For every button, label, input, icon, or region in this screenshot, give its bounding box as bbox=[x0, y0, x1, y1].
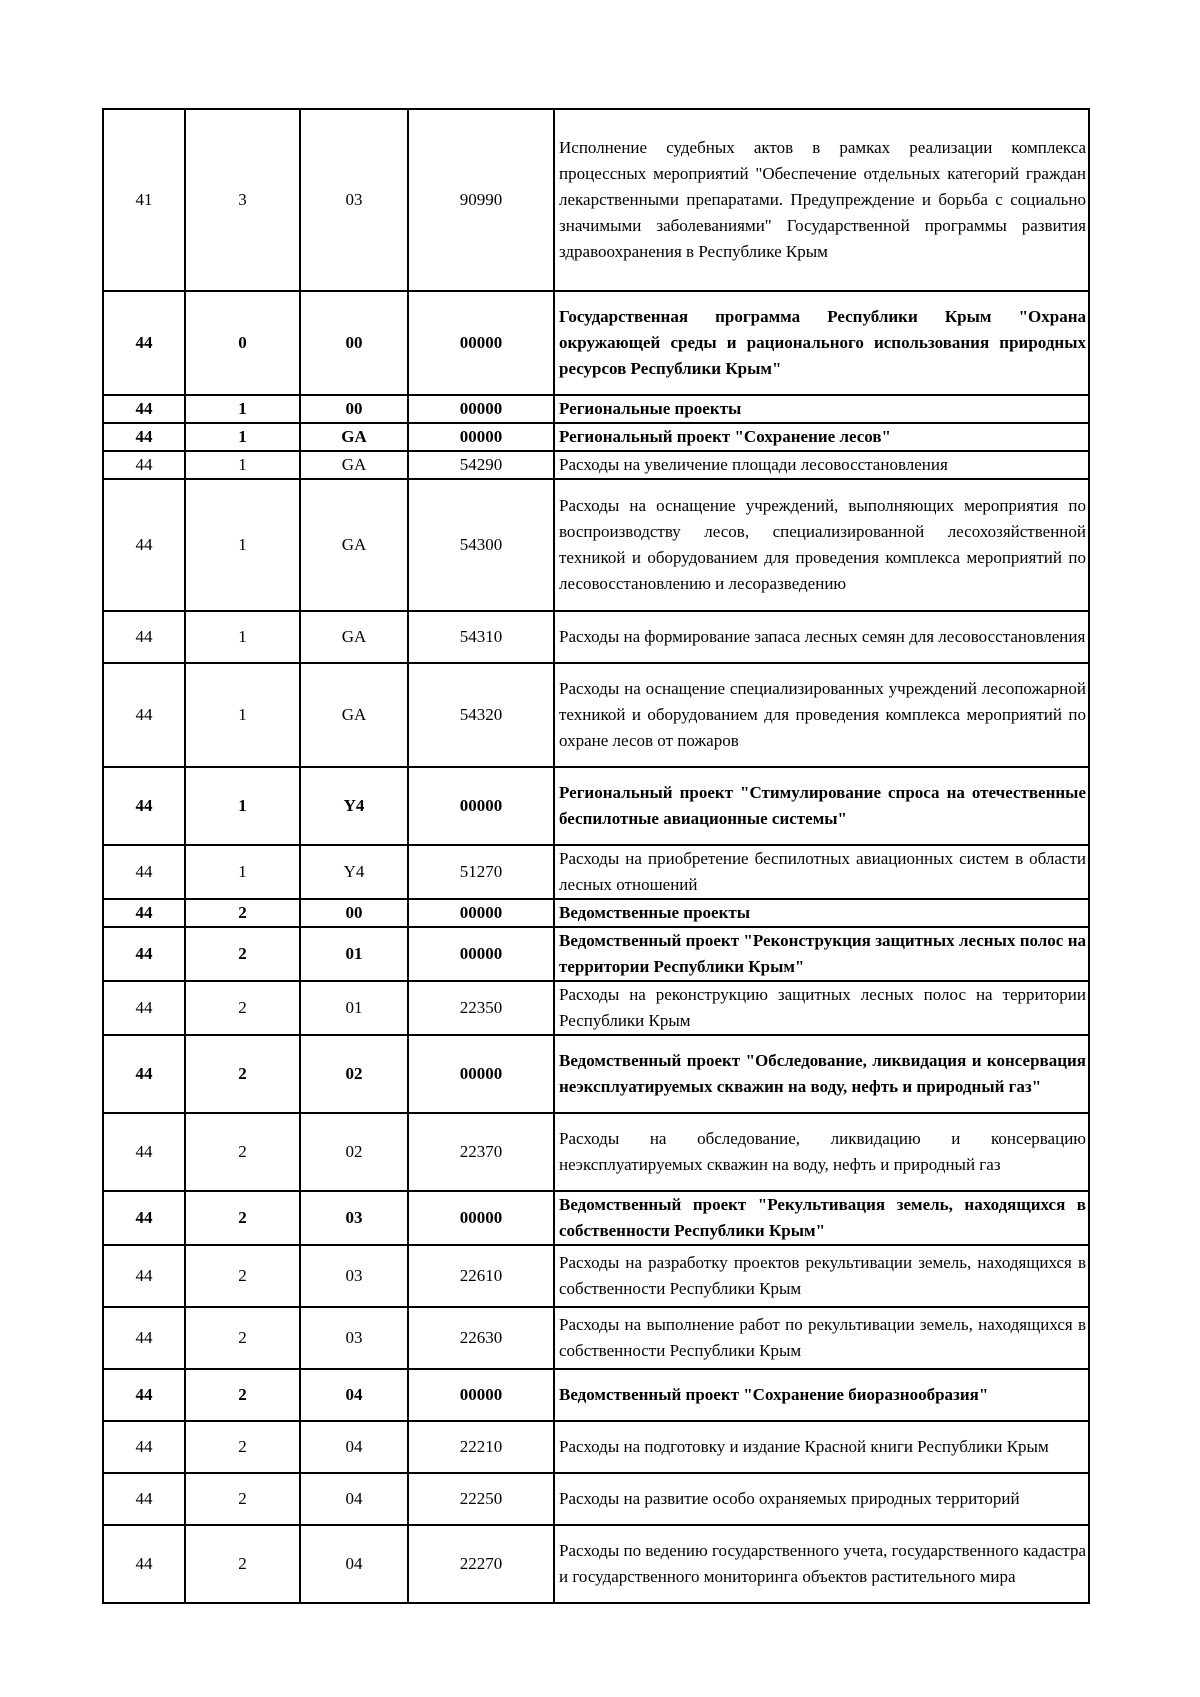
subprogram-code-cell: 2 bbox=[185, 1191, 300, 1245]
description-cell: Расходы на приобретение беспилотных авиационных систем в области лесных отношений bbox=[554, 845, 1089, 899]
project-code-cell: 02 bbox=[300, 1113, 408, 1191]
description-cell: Ведомственный проект "Обследование, ликвидация и консервация неэксплуатируемых скважин на воду, нефть и природный газ" bbox=[554, 1035, 1089, 1113]
description-cell: Расходы на разработку проектов рекультивации земель, находящихся в собственности Республики Крым bbox=[554, 1245, 1089, 1307]
program-code-cell: 44 bbox=[103, 1525, 185, 1603]
table-row bbox=[103, 291, 1089, 395]
table-row bbox=[103, 109, 1089, 291]
direction-code-cell: 22270 bbox=[408, 1525, 554, 1603]
direction-code-cell: 00000 bbox=[408, 927, 554, 981]
description-cell: Ведомственный проект "Рекультивация земель, находящихся в собственности Республики Крым" bbox=[554, 1191, 1089, 1245]
description-cell: Расходы на выполнение работ по рекультивации земель, находящихся в собственности Республики Крым bbox=[554, 1307, 1089, 1369]
project-code-cell: GA bbox=[300, 611, 408, 663]
subprogram-code-cell: 2 bbox=[185, 899, 300, 927]
direction-code-cell: 22350 bbox=[408, 981, 554, 1035]
subprogram-code-cell: 1 bbox=[185, 767, 300, 845]
subprogram-code-cell: 1 bbox=[185, 663, 300, 767]
table-row bbox=[103, 845, 1089, 899]
direction-code-cell: 90990 bbox=[408, 109, 554, 291]
project-code-cell: Y4 bbox=[300, 767, 408, 845]
program-code-cell: 44 bbox=[103, 1245, 185, 1307]
subprogram-code-cell: 1 bbox=[185, 395, 300, 423]
direction-code-cell: 00000 bbox=[408, 1191, 554, 1245]
subprogram-code-cell: 2 bbox=[185, 1369, 300, 1421]
program-code-cell: 44 bbox=[103, 423, 185, 451]
project-code-cell: 04 bbox=[300, 1525, 408, 1603]
direction-code-cell: 00000 bbox=[408, 767, 554, 845]
program-code-cell: 44 bbox=[103, 1307, 185, 1369]
project-code-cell: 00 bbox=[300, 291, 408, 395]
description-cell: Ведомственный проект "Реконструкция защитных лесных полос на территории Республики Крым" bbox=[554, 927, 1089, 981]
direction-code-cell: 22370 bbox=[408, 1113, 554, 1191]
subprogram-code-cell: 1 bbox=[185, 451, 300, 479]
project-code-cell: 03 bbox=[300, 1191, 408, 1245]
description-cell: Государственная программа Республики Крым "Охрана окружающей среды и рационального использования природных ресурсов Республики Крым" bbox=[554, 291, 1089, 395]
program-code-cell: 44 bbox=[103, 845, 185, 899]
subprogram-code-cell: 2 bbox=[185, 1035, 300, 1113]
subprogram-code-cell: 2 bbox=[185, 927, 300, 981]
table-row bbox=[103, 451, 1089, 479]
table-body bbox=[103, 109, 1089, 1603]
project-code-cell: 00 bbox=[300, 899, 408, 927]
direction-code-cell: 00000 bbox=[408, 423, 554, 451]
table-row bbox=[103, 1473, 1089, 1525]
program-code-cell: 44 bbox=[103, 663, 185, 767]
budget-classification-table bbox=[102, 108, 1090, 1604]
project-code-cell: 02 bbox=[300, 1035, 408, 1113]
project-code-cell: 03 bbox=[300, 1307, 408, 1369]
direction-code-cell: 22610 bbox=[408, 1245, 554, 1307]
direction-code-cell: 51270 bbox=[408, 845, 554, 899]
program-code-cell: 44 bbox=[103, 1421, 185, 1473]
direction-code-cell: 00000 bbox=[408, 395, 554, 423]
direction-code-cell: 22210 bbox=[408, 1421, 554, 1473]
project-code-cell: GA bbox=[300, 663, 408, 767]
table-row bbox=[103, 927, 1089, 981]
subprogram-code-cell: 0 bbox=[185, 291, 300, 395]
description-cell: Региональный проект "Сохранение лесов" bbox=[554, 423, 1089, 451]
subprogram-code-cell: 2 bbox=[185, 1307, 300, 1369]
description-cell: Расходы на формирование запаса лесных семян для лесовосстановления bbox=[554, 611, 1089, 663]
description-cell: Расходы по ведению государственного учета, государственного кадастра и государственного мониторинга объектов растительного мира bbox=[554, 1525, 1089, 1603]
table-row bbox=[103, 899, 1089, 927]
project-code-cell: 01 bbox=[300, 927, 408, 981]
direction-code-cell: 00000 bbox=[408, 291, 554, 395]
direction-code-cell: 54310 bbox=[408, 611, 554, 663]
program-code-cell: 44 bbox=[103, 981, 185, 1035]
description-cell: Исполнение судебных актов в рамках реализации комплекса процессных мероприятий "Обеспечение отдельных категорий граждан лекарственными препаратами. Предупреждение и борьба с социально значимыми заболеваниями" Государственной программы развития здравоохранения в Республике Крым bbox=[554, 109, 1089, 291]
subprogram-code-cell: 1 bbox=[185, 611, 300, 663]
program-code-cell: 44 bbox=[103, 767, 185, 845]
project-code-cell: 01 bbox=[300, 981, 408, 1035]
subprogram-code-cell: 2 bbox=[185, 1421, 300, 1473]
table-row bbox=[103, 663, 1089, 767]
table-row bbox=[103, 1307, 1089, 1369]
direction-code-cell: 22250 bbox=[408, 1473, 554, 1525]
table-row bbox=[103, 611, 1089, 663]
subprogram-code-cell: 1 bbox=[185, 845, 300, 899]
project-code-cell: GA bbox=[300, 451, 408, 479]
program-code-cell: 44 bbox=[103, 291, 185, 395]
program-code-cell: 44 bbox=[103, 479, 185, 611]
project-code-cell: Y4 bbox=[300, 845, 408, 899]
description-cell: Ведомственные проекты bbox=[554, 899, 1089, 927]
program-code-cell: 44 bbox=[103, 1191, 185, 1245]
program-code-cell: 44 bbox=[103, 1473, 185, 1525]
subprogram-code-cell: 2 bbox=[185, 981, 300, 1035]
description-cell: Расходы на обследование, ликвидацию и консервацию неэксплуатируемых скважин на воду, нефть и природный газ bbox=[554, 1113, 1089, 1191]
project-code-cell: 00 bbox=[300, 395, 408, 423]
table-row bbox=[103, 1525, 1089, 1603]
program-code-cell: 44 bbox=[103, 611, 185, 663]
table-row bbox=[103, 767, 1089, 845]
program-code-cell: 44 bbox=[103, 1369, 185, 1421]
project-code-cell: 04 bbox=[300, 1473, 408, 1525]
project-code-cell: 03 bbox=[300, 109, 408, 291]
subprogram-code-cell: 2 bbox=[185, 1525, 300, 1603]
direction-code-cell: 00000 bbox=[408, 1035, 554, 1113]
program-code-cell: 44 bbox=[103, 1113, 185, 1191]
direction-code-cell: 00000 bbox=[408, 1369, 554, 1421]
direction-code-cell: 54300 bbox=[408, 479, 554, 611]
program-code-cell: 44 bbox=[103, 927, 185, 981]
table-row bbox=[103, 1113, 1089, 1191]
description-cell: Расходы на увеличение площади лесовосстановления bbox=[554, 451, 1089, 479]
program-code-cell: 44 bbox=[103, 1035, 185, 1113]
description-cell: Ведомственный проект "Сохранение биоразнообразия" bbox=[554, 1369, 1089, 1421]
description-cell: Расходы на подготовку и издание Красной книги Республики Крым bbox=[554, 1421, 1089, 1473]
description-cell: Региональный проект "Стимулирование спроса на отечественные беспилотные авиационные системы" bbox=[554, 767, 1089, 845]
table-row bbox=[103, 1035, 1089, 1113]
subprogram-code-cell: 2 bbox=[185, 1245, 300, 1307]
program-code-cell: 44 bbox=[103, 899, 185, 927]
description-cell: Региональные проекты bbox=[554, 395, 1089, 423]
subprogram-code-cell: 3 bbox=[185, 109, 300, 291]
direction-code-cell: 54290 bbox=[408, 451, 554, 479]
table-row bbox=[103, 1245, 1089, 1307]
table-row bbox=[103, 981, 1089, 1035]
subprogram-code-cell: 1 bbox=[185, 423, 300, 451]
project-code-cell: 04 bbox=[300, 1369, 408, 1421]
table-row bbox=[103, 1421, 1089, 1473]
subprogram-code-cell: 2 bbox=[185, 1473, 300, 1525]
direction-code-cell: 22630 bbox=[408, 1307, 554, 1369]
table-row bbox=[103, 1369, 1089, 1421]
description-cell: Расходы на оснащение учреждений, выполняющих мероприятия по воспроизводству лесов, специализированной лесохозяйственной техникой и оборудованием для проведения комплекса мероприятий по лесовосстановлению и лесоразведению bbox=[554, 479, 1089, 611]
table-row bbox=[103, 479, 1089, 611]
table-row bbox=[103, 1191, 1089, 1245]
program-code-cell: 44 bbox=[103, 451, 185, 479]
direction-code-cell: 54320 bbox=[408, 663, 554, 767]
subprogram-code-cell: 2 bbox=[185, 1113, 300, 1191]
description-cell: Расходы на развитие особо охраняемых природных территорий bbox=[554, 1473, 1089, 1525]
table-row bbox=[103, 423, 1089, 451]
project-code-cell: GA bbox=[300, 479, 408, 611]
description-cell: Расходы на оснащение специализированных учреждений лесопожарной техникой и оборудованием для проведения комплекса мероприятий по охране лесов от пожаров bbox=[554, 663, 1089, 767]
program-code-cell: 41 bbox=[103, 109, 185, 291]
project-code-cell: GA bbox=[300, 423, 408, 451]
direction-code-cell: 00000 bbox=[408, 899, 554, 927]
project-code-cell: 04 bbox=[300, 1421, 408, 1473]
project-code-cell: 03 bbox=[300, 1245, 408, 1307]
table-row bbox=[103, 395, 1089, 423]
subprogram-code-cell: 1 bbox=[185, 479, 300, 611]
program-code-cell: 44 bbox=[103, 395, 185, 423]
description-cell: Расходы на реконструкцию защитных лесных полос на территории Республики Крым bbox=[554, 981, 1089, 1035]
